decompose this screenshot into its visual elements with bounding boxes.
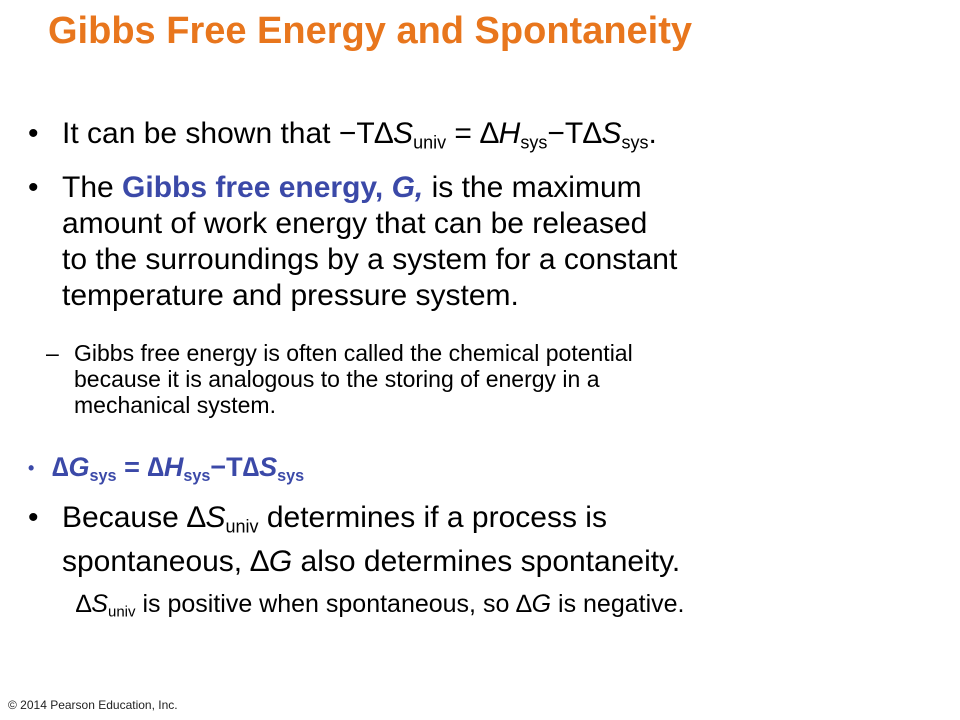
sub-bullet-chemical-potential: – Gibbs free energy is often called the chemical potential because it is analogous to the storing of energy in a mechanical system. bbox=[46, 340, 633, 418]
bullet-text: Because $\Delta S_{univ}$ determines if a process is spontaneous, ∆G also determines spontaneity. bbox=[62, 501, 681, 579]
bullet-spontaneity bbox=[28, 500, 928, 580]
note-spontaneous-negative: $\Delta S_{univ}$ is positive when spontaneous, so ∆G is negative. bbox=[76, 590, 685, 621]
bullet-dot: • bbox=[28, 117, 39, 150]
copyright-notice: © 2014 Pearson Education, Inc. bbox=[8, 698, 178, 712]
slide-title: Gibbs Free Energy and Spontaneity bbox=[48, 10, 693, 52]
sub-bullet-dash: – bbox=[46, 340, 59, 366]
bullet-text: It can be shown that $-T\Delta S_{univ} = \Delta H_{sys}-T\Delta S_{sys}$. bbox=[62, 117, 657, 153]
bullet-dot: • bbox=[28, 458, 35, 478]
bullet-dot: • bbox=[28, 171, 39, 204]
bullet-shown-that bbox=[28, 116, 928, 156]
bullet-dot: • bbox=[28, 501, 39, 534]
bullet-text: The Gibbs free energy, G, is the maximum amount of work energy that can be released to the surroundings by a system for a constant temperature and pressure system. bbox=[62, 171, 678, 312]
bullet-gibbs-definition bbox=[28, 170, 928, 320]
